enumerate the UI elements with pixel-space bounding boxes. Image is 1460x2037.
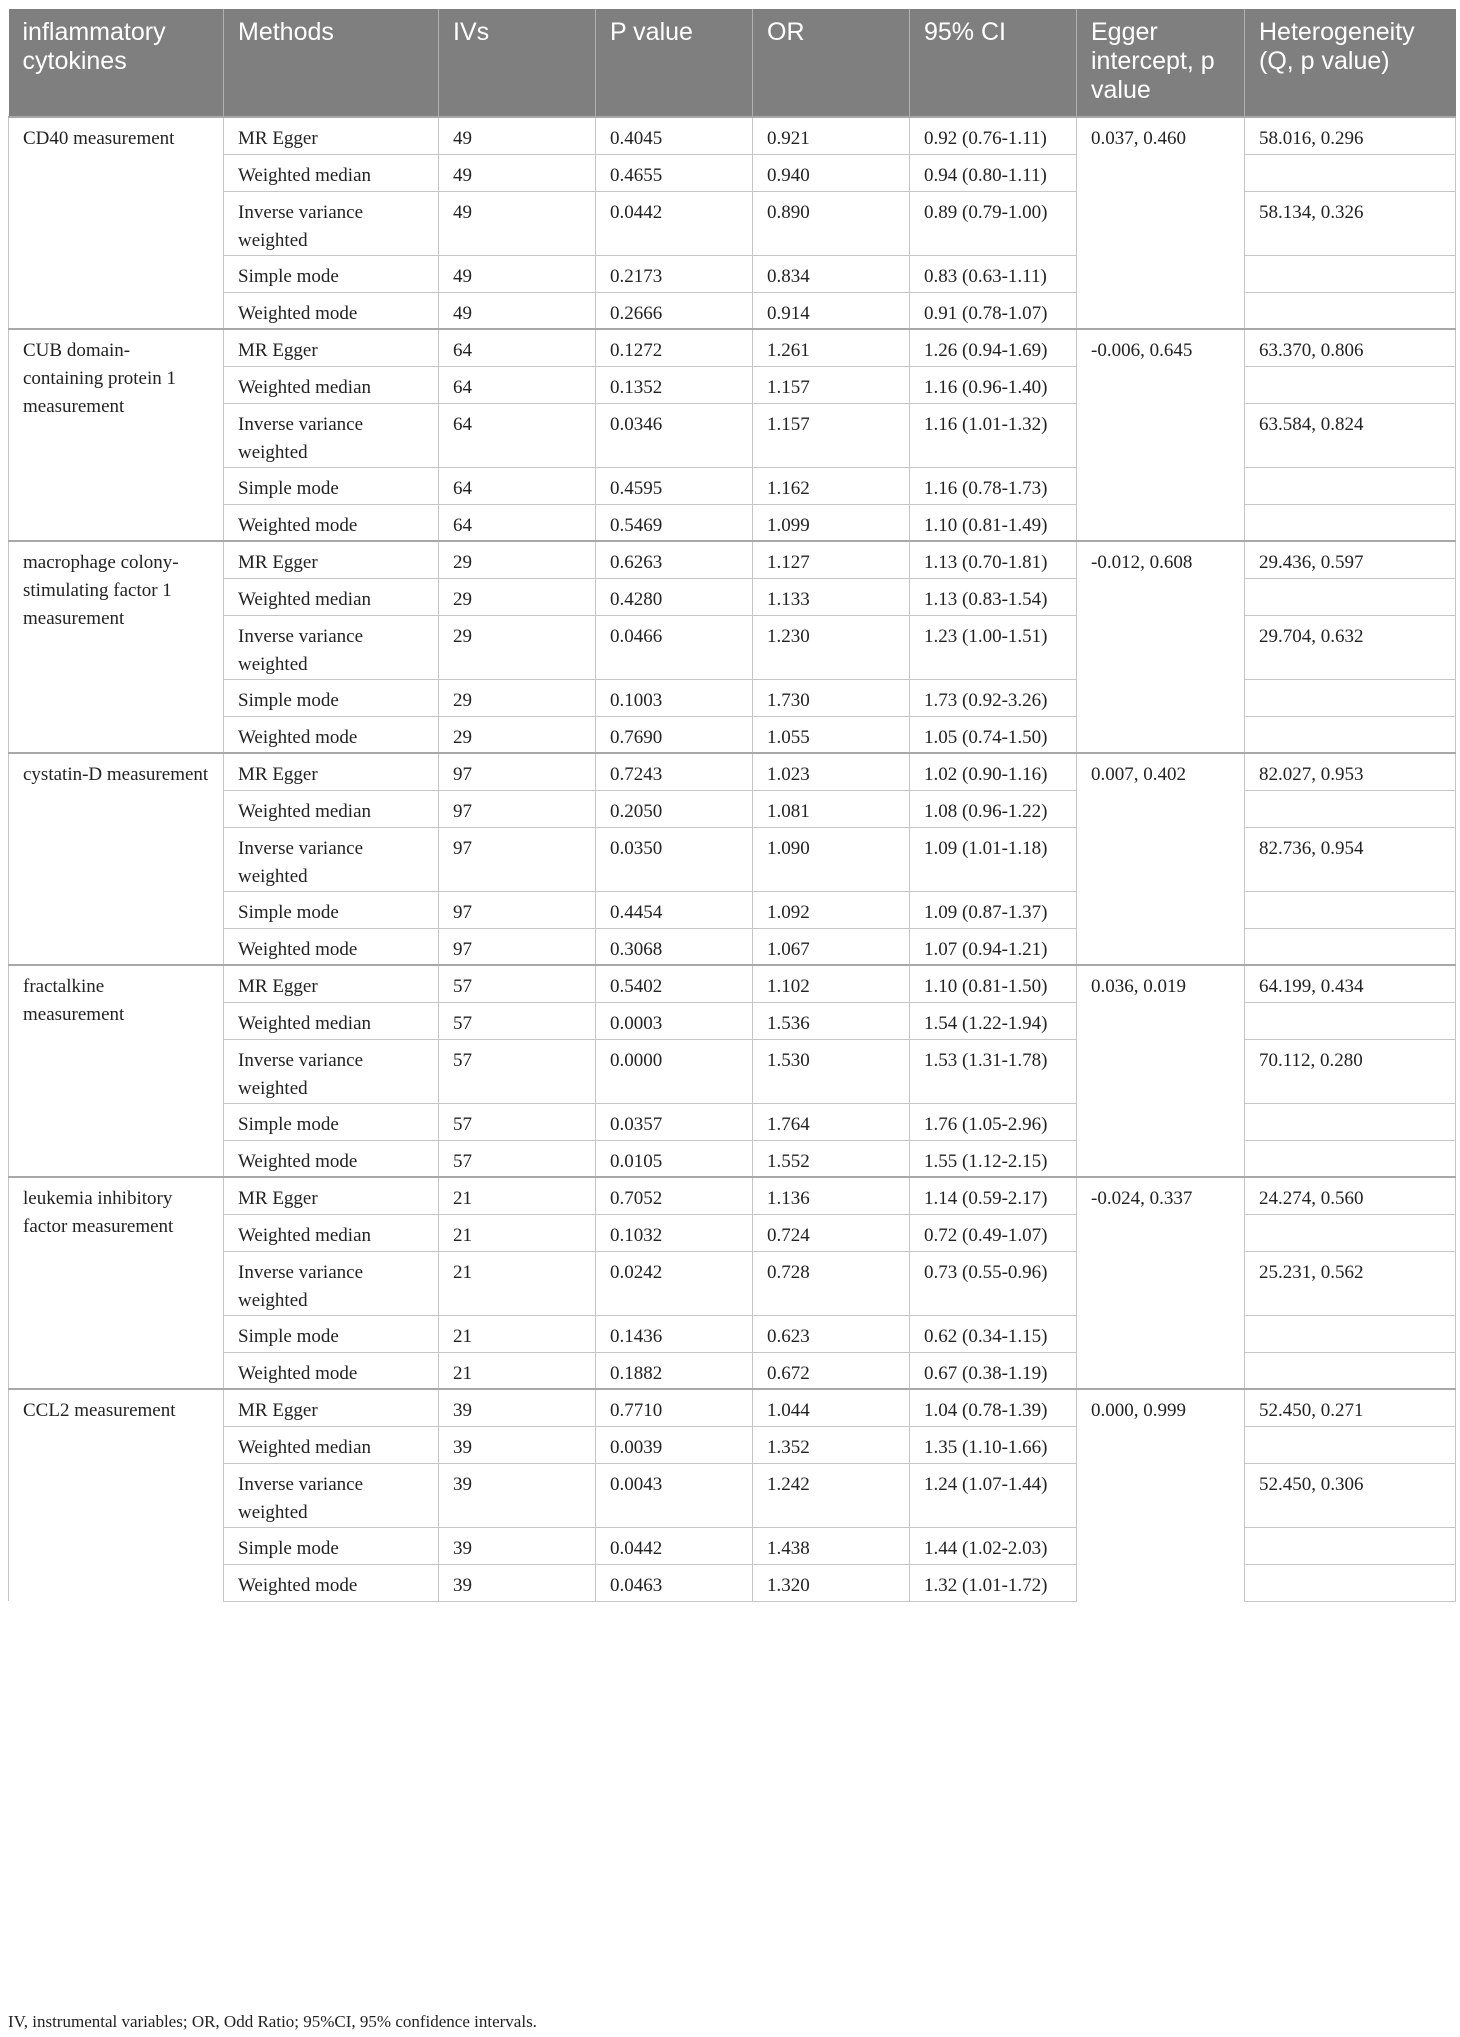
p-value-cell: 0.0357 <box>596 1103 753 1140</box>
method-cell: Simple mode <box>224 255 439 292</box>
ivs-cell: 39 <box>439 1463 596 1527</box>
heterogeneity-cell: 82.736, 0.954 <box>1245 827 1456 891</box>
method-cell: MR Egger <box>224 965 439 1002</box>
method-cell: Weighted mode <box>224 1352 439 1389</box>
or-cell: 1.530 <box>753 1039 910 1103</box>
heterogeneity-cell <box>1245 1214 1456 1251</box>
ivs-cell: 64 <box>439 467 596 504</box>
egger-cell: 0.000, 0.999 <box>1077 1389 1245 1601</box>
heterogeneity-cell <box>1245 154 1456 191</box>
or-cell: 1.055 <box>753 716 910 753</box>
header-methods: Methods <box>224 9 439 117</box>
heterogeneity-cell <box>1245 790 1456 827</box>
table-row <box>9 753 1456 790</box>
method-cell: Simple mode <box>224 467 439 504</box>
ci-cell: 1.16 (1.01-1.32) <box>910 403 1077 467</box>
p-value-cell: 0.2666 <box>596 292 753 329</box>
p-value-cell: 0.0039 <box>596 1426 753 1463</box>
ci-cell: 1.76 (1.05-2.96) <box>910 1103 1077 1140</box>
method-cell: Simple mode <box>224 891 439 928</box>
ci-cell: 1.04 (0.78-1.39) <box>910 1389 1077 1426</box>
method-cell: Weighted median <box>224 578 439 615</box>
p-value-cell: 0.0242 <box>596 1251 753 1315</box>
ci-cell: 1.55 (1.12-2.15) <box>910 1140 1077 1177</box>
p-value-cell: 0.7243 <box>596 753 753 790</box>
method-cell: Weighted mode <box>224 292 439 329</box>
ci-cell: 0.73 (0.55-0.96) <box>910 1251 1077 1315</box>
p-value-cell: 0.1352 <box>596 366 753 403</box>
ivs-cell: 21 <box>439 1315 596 1352</box>
or-cell: 0.672 <box>753 1352 910 1389</box>
or-cell: 1.320 <box>753 1564 910 1601</box>
egger-cell: 0.037, 0.460 <box>1077 117 1245 329</box>
method-cell: Weighted mode <box>224 1564 439 1601</box>
ci-cell: 1.09 (1.01-1.18) <box>910 827 1077 891</box>
heterogeneity-cell <box>1245 1315 1456 1352</box>
ci-cell: 1.13 (0.83-1.54) <box>910 578 1077 615</box>
or-cell: 0.728 <box>753 1251 910 1315</box>
heterogeneity-cell: 63.370, 0.806 <box>1245 329 1456 366</box>
heterogeneity-cell: 70.112, 0.280 <box>1245 1039 1456 1103</box>
p-value-cell: 0.1882 <box>596 1352 753 1389</box>
ci-cell: 0.67 (0.38-1.19) <box>910 1352 1077 1389</box>
header-p-value: P value <box>596 9 753 117</box>
heterogeneity-cell: 29.704, 0.632 <box>1245 615 1456 679</box>
or-cell: 1.044 <box>753 1389 910 1426</box>
or-cell: 1.067 <box>753 928 910 965</box>
heterogeneity-cell: 52.450, 0.306 <box>1245 1463 1456 1527</box>
egger-cell: -0.012, 0.608 <box>1077 541 1245 753</box>
ivs-cell: 97 <box>439 827 596 891</box>
method-cell: Simple mode <box>224 1315 439 1352</box>
header-ci: 95% CI <box>910 9 1077 117</box>
heterogeneity-cell <box>1245 504 1456 541</box>
ci-cell: 0.83 (0.63-1.11) <box>910 255 1077 292</box>
cytokine-cell: macrophage colony-stimulating factor 1 measurement <box>9 541 224 753</box>
ivs-cell: 39 <box>439 1426 596 1463</box>
p-value-cell: 0.7710 <box>596 1389 753 1426</box>
egger-cell: -0.024, 0.337 <box>1077 1177 1245 1389</box>
method-cell: Inverse variance weighted <box>224 1463 439 1527</box>
ci-cell: 0.72 (0.49-1.07) <box>910 1214 1077 1251</box>
method-cell: Inverse variance weighted <box>224 827 439 891</box>
ivs-cell: 21 <box>439 1214 596 1251</box>
heterogeneity-cell <box>1245 1002 1456 1039</box>
ci-cell: 1.07 (0.94-1.21) <box>910 928 1077 965</box>
heterogeneity-cell: 82.027, 0.953 <box>1245 753 1456 790</box>
results-table-container <box>8 9 1455 1602</box>
ci-cell: 1.26 (0.94-1.69) <box>910 329 1077 366</box>
heterogeneity-cell <box>1245 1103 1456 1140</box>
heterogeneity-cell: 29.436, 0.597 <box>1245 541 1456 578</box>
table-row <box>9 1177 1456 1214</box>
ci-cell: 0.94 (0.80-1.11) <box>910 154 1077 191</box>
or-cell: 1.157 <box>753 366 910 403</box>
p-value-cell: 0.1272 <box>596 329 753 366</box>
table-footnote: IV, instrumental variables; OR, Odd Ratio; 95%CI, 95% confidence intervals. <box>8 2012 537 2031</box>
ivs-cell: 64 <box>439 504 596 541</box>
egger-cell: -0.006, 0.645 <box>1077 329 1245 541</box>
method-cell: Simple mode <box>224 1527 439 1564</box>
or-cell: 0.914 <box>753 292 910 329</box>
p-value-cell: 0.4280 <box>596 578 753 615</box>
ivs-cell: 29 <box>439 578 596 615</box>
p-value-cell: 0.0000 <box>596 1039 753 1103</box>
method-cell: Inverse variance weighted <box>224 191 439 255</box>
p-value-cell: 0.1032 <box>596 1214 753 1251</box>
p-value-cell: 0.1436 <box>596 1315 753 1352</box>
header-heterogeneity: Heterogeneity (Q, p value) <box>1245 9 1456 117</box>
heterogeneity-cell: 64.199, 0.434 <box>1245 965 1456 1002</box>
heterogeneity-cell: 63.584, 0.824 <box>1245 403 1456 467</box>
ci-cell: 0.62 (0.34-1.15) <box>910 1315 1077 1352</box>
method-cell: Weighted median <box>224 1214 439 1251</box>
heterogeneity-cell: 58.016, 0.296 <box>1245 117 1456 154</box>
heterogeneity-cell <box>1245 292 1456 329</box>
ivs-cell: 97 <box>439 790 596 827</box>
p-value-cell: 0.1003 <box>596 679 753 716</box>
method-cell: Inverse variance weighted <box>224 615 439 679</box>
or-cell: 1.230 <box>753 615 910 679</box>
ivs-cell: 39 <box>439 1564 596 1601</box>
method-cell: Weighted mode <box>224 1140 439 1177</box>
method-cell: MR Egger <box>224 329 439 366</box>
ivs-cell: 57 <box>439 1002 596 1039</box>
ivs-cell: 21 <box>439 1251 596 1315</box>
method-cell: MR Egger <box>224 1177 439 1214</box>
method-cell: MR Egger <box>224 1389 439 1426</box>
ivs-cell: 57 <box>439 1103 596 1140</box>
ci-cell: 1.53 (1.31-1.78) <box>910 1039 1077 1103</box>
p-value-cell: 0.0442 <box>596 191 753 255</box>
or-cell: 0.890 <box>753 191 910 255</box>
ivs-cell: 49 <box>439 191 596 255</box>
cytokine-cell: cystatin-D measurement <box>9 753 224 965</box>
header-or: OR <box>753 9 910 117</box>
method-cell: Weighted median <box>224 366 439 403</box>
method-cell: Simple mode <box>224 1103 439 1140</box>
heterogeneity-cell <box>1245 679 1456 716</box>
heterogeneity-cell: 58.134, 0.326 <box>1245 191 1456 255</box>
ci-cell: 1.35 (1.10-1.66) <box>910 1426 1077 1463</box>
ivs-cell: 49 <box>439 292 596 329</box>
table-row <box>9 117 1456 154</box>
ivs-cell: 97 <box>439 891 596 928</box>
method-cell: MR Egger <box>224 117 439 154</box>
ci-cell: 1.32 (1.01-1.72) <box>910 1564 1077 1601</box>
ci-cell: 0.89 (0.79-1.00) <box>910 191 1077 255</box>
or-cell: 1.536 <box>753 1002 910 1039</box>
or-cell: 1.023 <box>753 753 910 790</box>
ivs-cell: 97 <box>439 753 596 790</box>
method-cell: Inverse variance weighted <box>224 1251 439 1315</box>
ivs-cell: 64 <box>439 366 596 403</box>
heterogeneity-cell <box>1245 891 1456 928</box>
method-cell: Inverse variance weighted <box>224 1039 439 1103</box>
or-cell: 1.552 <box>753 1140 910 1177</box>
method-cell: MR Egger <box>224 541 439 578</box>
p-value-cell: 0.6263 <box>596 541 753 578</box>
egger-cell: 0.007, 0.402 <box>1077 753 1245 965</box>
p-value-cell: 0.5469 <box>596 504 753 541</box>
p-value-cell: 0.4045 <box>596 117 753 154</box>
p-value-cell: 0.0463 <box>596 1564 753 1601</box>
or-cell: 0.834 <box>753 255 910 292</box>
ci-cell: 1.08 (0.96-1.22) <box>910 790 1077 827</box>
ci-cell: 0.91 (0.78-1.07) <box>910 292 1077 329</box>
p-value-cell: 0.3068 <box>596 928 753 965</box>
header-row <box>9 9 1456 117</box>
method-cell: Weighted median <box>224 154 439 191</box>
ci-cell: 1.54 (1.22-1.94) <box>910 1002 1077 1039</box>
egger-cell: 0.036, 0.019 <box>1077 965 1245 1177</box>
p-value-cell: 0.0350 <box>596 827 753 891</box>
ivs-cell: 57 <box>439 1140 596 1177</box>
heterogeneity-cell <box>1245 366 1456 403</box>
method-cell: Weighted median <box>224 1002 439 1039</box>
or-cell: 1.438 <box>753 1527 910 1564</box>
p-value-cell: 0.0442 <box>596 1527 753 1564</box>
ci-cell: 1.24 (1.07-1.44) <box>910 1463 1077 1527</box>
ivs-cell: 21 <box>439 1177 596 1214</box>
or-cell: 0.940 <box>753 154 910 191</box>
or-cell: 1.102 <box>753 965 910 1002</box>
ivs-cell: 21 <box>439 1352 596 1389</box>
cytokine-cell: CUB domain-containing protein 1 measurement <box>9 329 224 541</box>
ci-cell: 1.14 (0.59-2.17) <box>910 1177 1077 1214</box>
ci-cell: 1.10 (0.81-1.50) <box>910 965 1077 1002</box>
results-table <box>8 9 1456 1602</box>
or-cell: 1.099 <box>753 504 910 541</box>
ci-cell: 1.73 (0.92-3.26) <box>910 679 1077 716</box>
or-cell: 1.352 <box>753 1426 910 1463</box>
heterogeneity-cell <box>1245 1352 1456 1389</box>
heterogeneity-cell: 24.274, 0.560 <box>1245 1177 1456 1214</box>
ivs-cell: 97 <box>439 928 596 965</box>
heterogeneity-cell <box>1245 1426 1456 1463</box>
p-value-cell: 0.5402 <box>596 965 753 1002</box>
ivs-cell: 39 <box>439 1389 596 1426</box>
p-value-cell: 0.4595 <box>596 467 753 504</box>
ivs-cell: 49 <box>439 154 596 191</box>
heterogeneity-cell <box>1245 716 1456 753</box>
table-row <box>9 1389 1456 1426</box>
table-row <box>9 329 1456 366</box>
ci-cell: 1.13 (0.70-1.81) <box>910 541 1077 578</box>
cytokine-cell: CCL2 measurement <box>9 1389 224 1601</box>
ivs-cell: 64 <box>439 403 596 467</box>
ci-cell: 1.23 (1.00-1.51) <box>910 615 1077 679</box>
method-cell: Inverse variance weighted <box>224 403 439 467</box>
ci-cell: 1.02 (0.90-1.16) <box>910 753 1077 790</box>
cytokine-cell: leukemia inhibitory factor measurement <box>9 1177 224 1389</box>
p-value-cell: 0.0003 <box>596 1002 753 1039</box>
method-cell: Weighted median <box>224 790 439 827</box>
or-cell: 1.133 <box>753 578 910 615</box>
ivs-cell: 49 <box>439 117 596 154</box>
p-value-cell: 0.0346 <box>596 403 753 467</box>
p-value-cell: 0.4454 <box>596 891 753 928</box>
method-cell: Simple mode <box>224 679 439 716</box>
p-value-cell: 0.0043 <box>596 1463 753 1527</box>
or-cell: 1.090 <box>753 827 910 891</box>
or-cell: 1.764 <box>753 1103 910 1140</box>
or-cell: 0.724 <box>753 1214 910 1251</box>
header-egger: Egger intercept, p value <box>1077 9 1245 117</box>
ci-cell: 1.44 (1.02-2.03) <box>910 1527 1077 1564</box>
p-value-cell: 0.2050 <box>596 790 753 827</box>
ci-cell: 1.09 (0.87-1.37) <box>910 891 1077 928</box>
heterogeneity-cell <box>1245 1564 1456 1601</box>
p-value-cell: 0.2173 <box>596 255 753 292</box>
or-cell: 1.127 <box>753 541 910 578</box>
heterogeneity-cell <box>1245 578 1456 615</box>
table-body <box>9 117 1456 1601</box>
ivs-cell: 49 <box>439 255 596 292</box>
heterogeneity-cell <box>1245 1527 1456 1564</box>
p-value-cell: 0.7052 <box>596 1177 753 1214</box>
ivs-cell: 29 <box>439 679 596 716</box>
heterogeneity-cell <box>1245 928 1456 965</box>
header-ivs: IVs <box>439 9 596 117</box>
or-cell: 1.136 <box>753 1177 910 1214</box>
heterogeneity-cell: 52.450, 0.271 <box>1245 1389 1456 1426</box>
ivs-cell: 64 <box>439 329 596 366</box>
or-cell: 1.081 <box>753 790 910 827</box>
ivs-cell: 39 <box>439 1527 596 1564</box>
or-cell: 0.921 <box>753 117 910 154</box>
p-value-cell: 0.0466 <box>596 615 753 679</box>
header-cytokines: inflammatory cytokines <box>9 9 224 117</box>
or-cell: 1.157 <box>753 403 910 467</box>
method-cell: Weighted mode <box>224 504 439 541</box>
ci-cell: 0.92 (0.76-1.11) <box>910 117 1077 154</box>
heterogeneity-cell <box>1245 467 1456 504</box>
ci-cell: 1.10 (0.81-1.49) <box>910 504 1077 541</box>
ivs-cell: 29 <box>439 716 596 753</box>
p-value-cell: 0.0105 <box>596 1140 753 1177</box>
p-value-cell: 0.4655 <box>596 154 753 191</box>
p-value-cell: 0.7690 <box>596 716 753 753</box>
or-cell: 1.242 <box>753 1463 910 1527</box>
or-cell: 1.261 <box>753 329 910 366</box>
method-cell: Weighted mode <box>224 716 439 753</box>
ivs-cell: 57 <box>439 1039 596 1103</box>
cytokine-cell: fractalkine measurement <box>9 965 224 1177</box>
ci-cell: 1.16 (0.96-1.40) <box>910 366 1077 403</box>
ivs-cell: 57 <box>439 965 596 1002</box>
or-cell: 1.730 <box>753 679 910 716</box>
or-cell: 1.162 <box>753 467 910 504</box>
or-cell: 1.092 <box>753 891 910 928</box>
ci-cell: 1.05 (0.74-1.50) <box>910 716 1077 753</box>
or-cell: 0.623 <box>753 1315 910 1352</box>
ivs-cell: 29 <box>439 541 596 578</box>
ci-cell: 1.16 (0.78-1.73) <box>910 467 1077 504</box>
table-row <box>9 965 1456 1002</box>
table-row <box>9 541 1456 578</box>
cytokine-cell: CD40 measurement <box>9 117 224 329</box>
method-cell: Weighted mode <box>224 928 439 965</box>
heterogeneity-cell <box>1245 1140 1456 1177</box>
heterogeneity-cell: 25.231, 0.562 <box>1245 1251 1456 1315</box>
heterogeneity-cell <box>1245 255 1456 292</box>
method-cell: Weighted median <box>224 1426 439 1463</box>
ivs-cell: 29 <box>439 615 596 679</box>
method-cell: MR Egger <box>224 753 439 790</box>
